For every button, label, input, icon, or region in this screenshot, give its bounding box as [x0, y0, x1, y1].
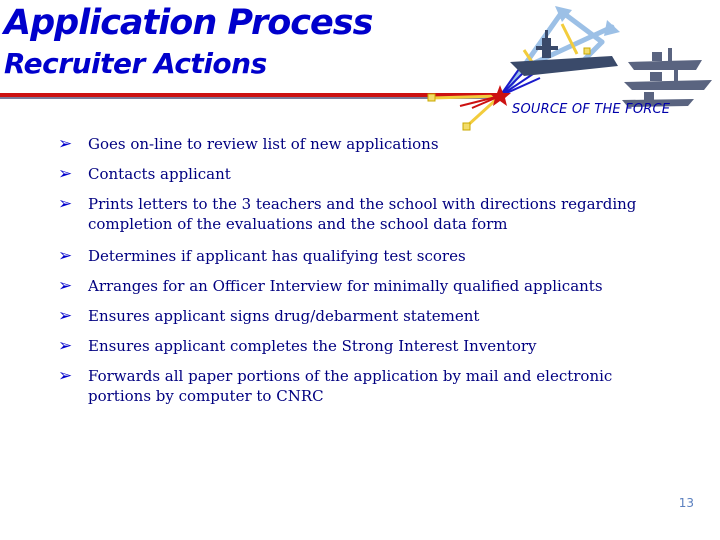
list-item	[58, 336, 678, 356]
source-of-the-force-tagline: SOURCE OF THE FORCE	[512, 102, 671, 117]
arrow-bullet-icon: ➢	[58, 134, 73, 154]
arrow-bullet-icon: ➢	[58, 246, 73, 266]
slide-subtitle: Recruiter Actions	[4, 47, 267, 80]
page-number: 13	[678, 496, 694, 510]
arrow-bullet-icon: ➢	[58, 164, 73, 184]
list-item-text: Arranges for an Officer Interview for minimally qualified applicants	[88, 277, 603, 295]
list-item-text: Contacts applicant	[88, 165, 231, 183]
list-item	[58, 276, 678, 296]
list-item-text: Forwards all paper portions of the application by mail and electronic portions by computer to CNRC	[88, 367, 613, 405]
list-item	[58, 164, 678, 184]
arrow-bullet-icon: ➢	[58, 194, 73, 214]
list-item	[58, 194, 678, 234]
arrow-bullet-icon: ➢	[58, 306, 73, 326]
list-item-text: Ensures applicant completes the Strong Interest Inventory	[88, 337, 537, 355]
list-item	[58, 246, 678, 266]
arrow-bullet-icon: ➢	[58, 276, 73, 296]
arrow-bullet-icon: ➢	[58, 366, 73, 386]
slide-title: Application Process	[4, 3, 373, 43]
list-item-text: Prints letters to the 3 teachers and the school with directions regarding completion of the evaluations and the school data form	[88, 195, 637, 233]
list-item	[58, 306, 678, 326]
list-item-text: Ensures applicant signs drug/debarment statement	[88, 307, 480, 325]
arrow-bullet-icon: ➢	[58, 336, 73, 356]
list-item-text: Determines if applicant has qualifying test scores	[88, 247, 466, 265]
list-item	[58, 134, 678, 154]
list-item	[58, 366, 678, 406]
list-item-text: Goes on-line to review list of new applications	[88, 135, 439, 153]
navy-fleet-emblem	[412, 2, 718, 138]
